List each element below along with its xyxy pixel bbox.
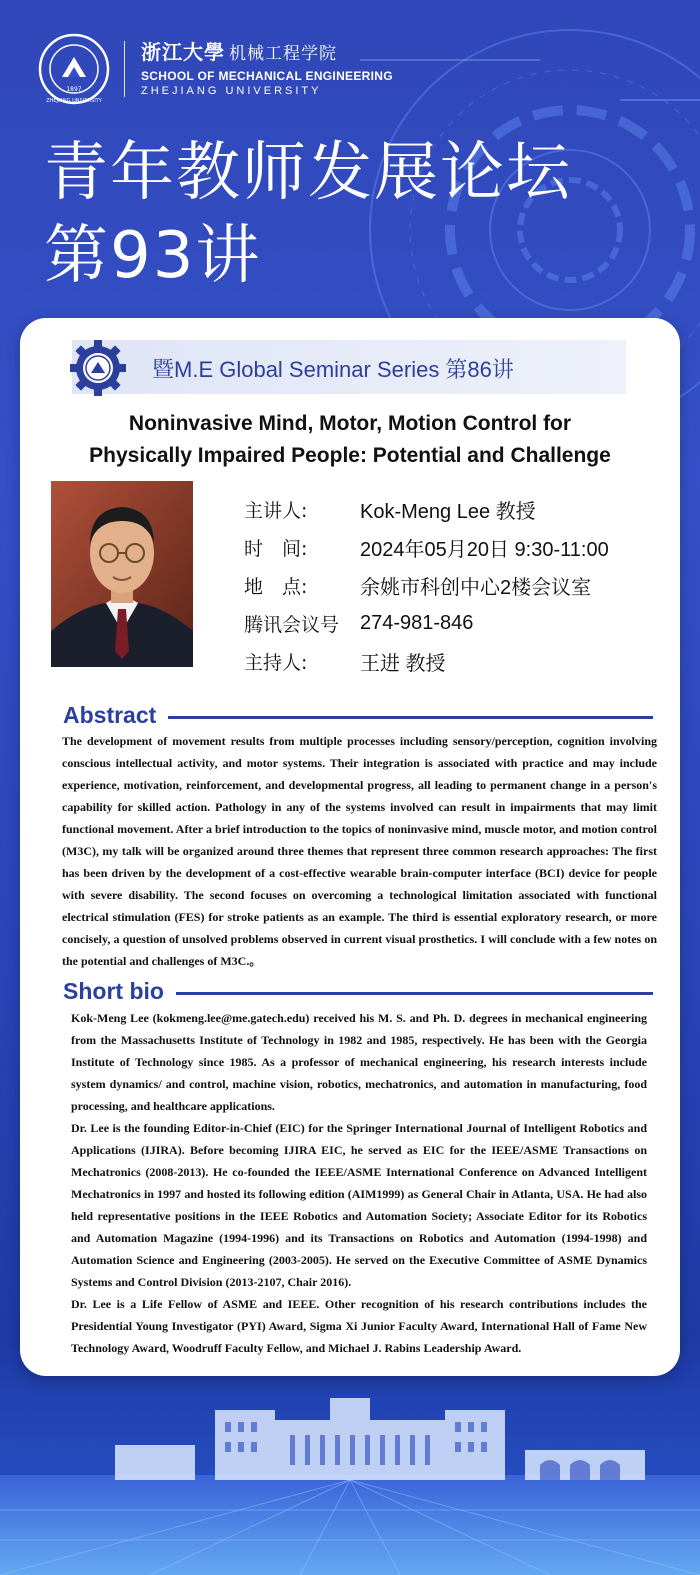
forum-title: 青年教师发展论坛: [44, 136, 572, 210]
campus-buildings-illustration: [0, 1380, 700, 1575]
zju-seal-icon: [38, 33, 110, 105]
bio-paragraph: Kok-Meng Lee (kokmeng.lee@me.gatech.edu) received his M. S. and Ph. D. degrees in mechanical engineering from the Massachusetts Institute of Technology in 1982 and 1985, respectively. He has been with the Georgia Institute of Technology since 1985. As a professor of mechanical engineering, his research interests include system dynamics/ and control, machine vision, robotics, mechatronics, and automation in manufacturing, food processing, and healthcare applications.: [71, 1011, 647, 1113]
info-value: 274-981-846: [360, 611, 474, 634]
bio-heading: [63, 978, 653, 1005]
info-label: 主讲人:: [244, 499, 308, 522]
abstract-heading-rule: [168, 716, 653, 719]
abstract-text: The development of movement results from multiple processes including sensory/perception, cognition involving conscious intellectual activity, and motor systems. Their integration is associated with practice and may include experience, motivation, reinforcement, and developmental progress, all leading to permanent change in a person′s capability for skilled action. Pathology in any of the systems involved can result in impairments that may limit functional movement. After a brief introduction to the topics of noninvasive mind, muscle motor, and motion control (M3C), my talk will be organized around three themes that represent three common research approaches: The first has been driven by the development of a cost-effective wearable brain-computer interface (BCI) device for people with severe disability. The second focuses on overcoming a technological limitation associated with functional electrical stimulation (FES) for stroke patients as an example. The third is essential exploratory research, or more concisely, a question of unsolved problems observed in current visual prosthetics. I will conclude with a few notes on the potential and challenges of M3C.。: [62, 734, 657, 968]
talk-title-line-2: Physically Impaired People: Potential and Challenge: [89, 444, 611, 467]
seal-year: 1897: [66, 86, 82, 93]
info-value: 余姚市科创中心2楼会议室: [360, 576, 592, 599]
seal-text: ZHEJIANG UNIVERSITY: [46, 98, 102, 104]
info-value: Kok-Meng Lee 教授: [360, 500, 536, 523]
seminar-series-label: 暨M.E Global Seminar Series 第86讲: [152, 357, 514, 382]
school-name-block: [141, 40, 393, 98]
info-row-host: [244, 642, 609, 680]
info-row-location: [244, 566, 609, 604]
bio-heading-text: Short bio: [63, 978, 164, 1004]
abstract-heading: [63, 702, 653, 729]
talk-title: [20, 408, 680, 472]
university-name-cn: 浙江大學: [141, 40, 225, 64]
abstract-heading-text: Abstract: [63, 702, 157, 728]
department-name-en: SCHOOL OF MECHANICAL ENGINEERING: [141, 69, 393, 83]
seminar-banner: [72, 340, 626, 394]
forum-lecture-number: 第93讲: [44, 219, 262, 293]
department-name-cn: 机械工程学院: [229, 44, 337, 64]
bio-paragraph: Dr. Lee is the founding Editor-in-Chief (EIC) for the Springer International Journal of Intelligent Robotics and Applications (IJIRA). Before becoming IJIRA EIC, he served as EIC for the IEEE/ASME Transactions on Mechatronics (2008-2013). He co-founded the IEEE/ASME International Conference on Advanced Intelligent Mechatronics in 1997 and hosted its following edition (AIM1999) as General Chair in Atlanta, USA. He had also held representative positions in the IEEE Robotics and Automation Society; Associate Editor for its Robotics and Automation Magazine (1994-1996) and its Transactions on Robotics and Automation (1994-1998) and Automation Science and Engineering (2003-2005). He served on the Executive Committee of ASME Dynamics Systems and Control Division (2013-2107, Chair 2016).: [71, 1121, 647, 1289]
header-divider: [124, 41, 125, 97]
bio-text: [71, 1007, 647, 1359]
info-label: 腾讯会议号: [244, 613, 340, 636]
info-row-speaker: [244, 490, 609, 528]
school-header: [38, 34, 393, 104]
info-label: 地 点:: [244, 575, 308, 598]
info-value: 2024年05月20日 9:30-11:00: [360, 538, 609, 561]
university-name-en: ZHEJIANG UNIVERSITY: [141, 85, 322, 97]
talk-title-line-1: Noninvasive Mind, Motor, Motion Control for: [128, 412, 572, 435]
info-row-meeting-id: [244, 604, 609, 642]
bio-heading-rule: [176, 992, 653, 995]
info-label: 时 间:: [244, 537, 308, 560]
info-row-time: [244, 528, 609, 566]
info-label: 主持人:: [244, 651, 308, 674]
speaker-photo: [51, 481, 193, 667]
bio-paragraph: Dr. Lee is a Life Fellow of ASME and IEEE. Other recognition of his research contributions includes the Presidential Young Investigator (PYI) Award, Sigma Xi Junior Faculty Award, International Hall of Fame New Technology Award, Woodruff Faculty Fellow, and Michael J. Rabins Leadership Award.: [71, 1297, 647, 1355]
info-value: 王进 教授: [360, 652, 446, 675]
event-info: [244, 490, 609, 680]
content-card: [20, 318, 680, 1376]
gear-logo-icon: [68, 338, 128, 398]
